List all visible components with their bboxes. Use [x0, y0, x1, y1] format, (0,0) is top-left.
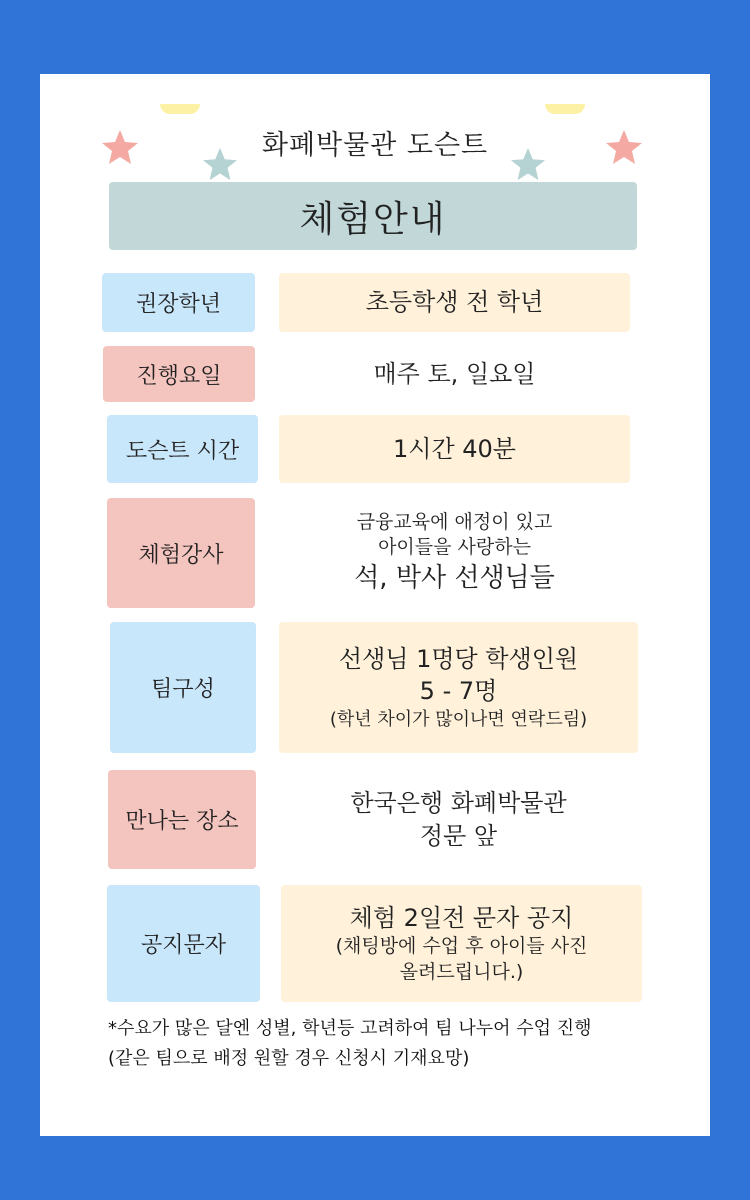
- value-grade: [279, 273, 630, 332]
- value-meeting-place: [279, 770, 638, 869]
- page-subtitle: 화폐박물관 도슨트: [261, 129, 489, 161]
- value-instructor-line1: 금융교육에 애정이 있고: [356, 510, 553, 533]
- value-instructor-line2: 아이들을 사랑하는: [378, 536, 531, 559]
- footnote-line1: *수요가 많은 달엔 성별, 학년등 고려하여 팀 나누어 수업 진행: [108, 1018, 592, 1039]
- value-meeting-place-line1: 한국은행 화폐박물관: [350, 789, 567, 818]
- value-team: [279, 622, 638, 753]
- label-days: 진행요일: [103, 346, 255, 402]
- sparkle-icon: [545, 104, 585, 114]
- star-icon: [100, 128, 140, 166]
- label-meeting-place: 만나는 장소: [108, 770, 256, 869]
- value-team-line2: 5 - 7명: [419, 677, 498, 706]
- label-notice: 공지문자: [107, 885, 260, 1002]
- label-instructor: 체험강사: [107, 498, 255, 608]
- value-days: [279, 346, 630, 402]
- value-instructor: [279, 498, 630, 608]
- label-grade: 권장학년: [102, 273, 255, 332]
- value-duration: [279, 415, 630, 483]
- footnote-line2: (같은 팀으로 배정 원할 경우 신청시 기재요망): [108, 1048, 470, 1069]
- value-team-line1: 선생님 1명당 학생인원: [338, 644, 579, 673]
- label-team: 팀구성: [110, 622, 256, 753]
- value-notice-line2: (채팅방에 수업 후 아이들 사진: [335, 935, 588, 958]
- value-days-line: 매주 토, 일요일: [373, 359, 536, 388]
- value-meeting-place-line2: 정문 앞: [419, 821, 498, 850]
- page-title: 체험안내: [109, 182, 637, 250]
- value-team-line3: (학년 차이가 많이나면 연락드림): [329, 708, 588, 730]
- value-notice-line1: 체험 2일전 문자 공지: [349, 903, 574, 932]
- value-instructor-line3: 석, 박사 선생님들: [354, 563, 555, 594]
- star-icon: [604, 128, 644, 166]
- value-duration-line: 1시간 40분: [393, 434, 516, 463]
- sparkle-icon: [160, 104, 200, 114]
- value-notice-line3: 올려드립니다.): [399, 960, 524, 983]
- label-duration: 도슨트 시간: [107, 415, 258, 483]
- value-notice: [281, 885, 642, 1002]
- value-grade-line: 초등학생 전 학년: [365, 288, 544, 317]
